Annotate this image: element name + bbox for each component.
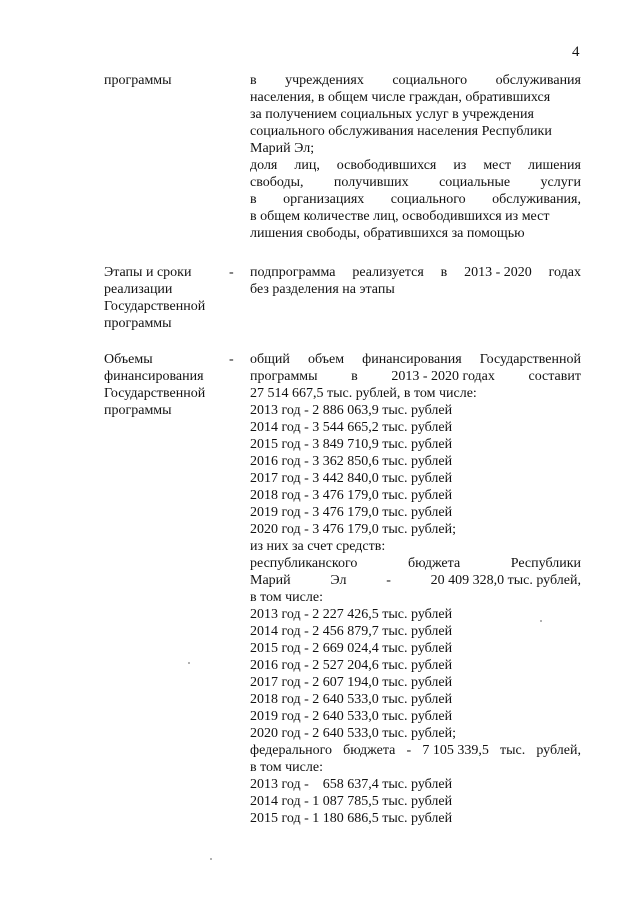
row-value-word: лишения: [528, 158, 581, 173]
row-value-line: 2013 год - 2 886 063,9 тыс. рублей: [250, 403, 453, 418]
row-label-line: финансирования: [104, 369, 204, 384]
row-value-line: [250, 742, 581, 759]
row-value-word: Эл: [330, 573, 347, 588]
row-value-line: [250, 174, 581, 191]
row-label-line: программы: [104, 403, 172, 418]
row-dash: -: [229, 265, 234, 280]
row-value-word: лиц,: [294, 158, 320, 173]
row-value-word: реализуется: [352, 265, 424, 280]
row-value-word: бюджета: [343, 743, 396, 758]
row-value-line: 2014 год - 1 087 785,5 тыс. рублей: [250, 794, 453, 809]
row-value-line: [250, 157, 581, 174]
row-value-line: 2018 год - 3 476 179,0 тыс. рублей: [250, 488, 453, 503]
row-value-word: получивших: [333, 175, 409, 190]
row-label-line: Объемы: [104, 352, 153, 367]
row-value-line: [250, 555, 581, 572]
row-label: [104, 72, 232, 89]
row-value-line: населения, в общем числе граждан, обратившихся: [250, 90, 551, 105]
row-label-line: Государственной: [104, 299, 206, 314]
row-value-word: годах: [548, 265, 581, 280]
row-value-word: социального: [392, 73, 468, 88]
row-value-line: 27 514 667,5 тыс. рублей, в том числе:: [250, 386, 477, 401]
row-label: [104, 264, 232, 332]
row-value-line: в общем количестве лиц, освободившихся из мест: [250, 209, 550, 224]
row-label: [104, 351, 232, 419]
row-value-line: лишения свободы, обратившихся за помощью: [250, 226, 525, 241]
row-value-line: 2013 год - 658 637,4 тыс. рублей: [250, 777, 453, 792]
row-value-word: обслуживания: [495, 73, 581, 88]
row-value-line: 2016 год - 3 362 850,6 тыс. рублей: [250, 454, 453, 469]
row-value-word: -: [406, 743, 412, 758]
row-value-word: услуги: [540, 175, 581, 190]
row-value-word: подпрограмма: [250, 265, 336, 280]
row-value-word: составит: [528, 369, 581, 384]
row-value-line: 2015 год - 2 669 024,4 тыс. рублей: [250, 641, 453, 656]
row-value-word: освободившихся: [336, 158, 437, 173]
row-value-word: в: [250, 73, 257, 88]
row-label-line: программы: [104, 73, 172, 88]
row-value-word: в: [440, 265, 448, 280]
row-value-word: 20 409 328,0 тыс. рублей,: [430, 573, 581, 588]
row-value-word: бюджета: [407, 556, 461, 571]
row-value-word: Республики: [510, 556, 581, 571]
row-value: [250, 351, 581, 827]
row-value-line: 2020 год - 3 476 179,0 тыс. рублей;: [250, 522, 457, 537]
row-value-word: федерального: [250, 743, 333, 758]
scan-speck: [188, 662, 190, 664]
row-value-word: 7 105 339,5: [422, 743, 489, 758]
row-value-word: организациях: [283, 192, 365, 207]
row-value-word: рублей,: [536, 743, 581, 758]
row-value-word: финансирования: [362, 352, 462, 367]
row-value-line: из них за счет средств:: [250, 539, 386, 554]
row-value-word: обслуживания,: [492, 192, 581, 207]
row-value-word: республиканского: [250, 556, 358, 571]
row-value-line: [250, 264, 581, 281]
row-value-line: 2016 год - 2 527 204,6 тыс. рублей: [250, 658, 453, 673]
row-value-line: 2020 год - 2 640 533,0 тыс. рублей;: [250, 726, 457, 741]
row-value-line: 2019 год - 3 476 179,0 тыс. рублей: [250, 505, 453, 520]
row-value-word: тыс.: [499, 743, 526, 758]
row-value-word: свободы,: [250, 175, 304, 190]
row-value-word: социальные: [439, 175, 511, 190]
row-value-line: 2015 год - 1 180 686,5 тыс. рублей: [250, 811, 453, 826]
row-value-word: 2013 - 2020 годах: [391, 369, 495, 384]
row-value-line: 2015 год - 3 849 710,9 тыс. рублей: [250, 437, 453, 452]
row-value-word: социального: [390, 192, 466, 207]
row-value-word: 2013 - 2020: [464, 265, 532, 280]
row-value-word: в: [351, 369, 358, 384]
row-value-line: [250, 572, 581, 589]
row-value-word: общий: [250, 352, 290, 367]
page-number: 4: [572, 44, 580, 60]
row-value-line: в том числе:: [250, 760, 323, 775]
scan-speck: [210, 858, 212, 860]
row-value: [250, 72, 581, 242]
row-dash: -: [229, 352, 234, 367]
row-value-line: 2019 год - 2 640 533,0 тыс. рублей: [250, 709, 453, 724]
row-label-line: реализации: [104, 282, 173, 297]
row-value-word: Марий: [250, 573, 291, 588]
row-value-line: за получением социальных услуг в учреждения: [250, 107, 534, 122]
row-value-line: [250, 351, 581, 368]
row-value-word: мест: [483, 158, 512, 173]
row-value-line: [250, 368, 581, 385]
row-value-line: 2014 год - 3 544 665,2 тыс. рублей: [250, 420, 453, 435]
row-value-line: [250, 191, 581, 208]
row-value-word: доля: [250, 158, 278, 173]
row-value-line: [250, 72, 581, 89]
row-value-word: учреждениях: [285, 73, 364, 88]
row-value-line: 2017 год - 2 607 194,0 тыс. рублей: [250, 675, 453, 690]
row-value-word: программы: [250, 369, 318, 384]
row-label-line: программы: [104, 316, 172, 331]
row-value-word: из: [453, 158, 467, 173]
row-value-line: социального обслуживания населения Республики: [250, 124, 552, 139]
row-label-line: Государственной: [104, 386, 206, 401]
row-value-word: в: [250, 192, 257, 207]
row-value-word: Государственной: [479, 352, 581, 367]
row-value-word: объем: [307, 352, 345, 367]
row-value-line: 2013 год - 2 227 426,5 тыс. рублей: [250, 607, 453, 622]
row-value-word: -: [386, 573, 391, 588]
row-value-line: 2014 год - 2 456 879,7 тыс. рублей: [250, 624, 453, 639]
row-value-line: 2017 год - 3 442 840,0 тыс. рублей: [250, 471, 453, 486]
row-value: [250, 264, 581, 298]
row-label-line: Этапы и сроки: [104, 265, 192, 280]
row-value-line: в том числе:: [250, 590, 323, 605]
row-value-line: без разделения на этапы: [250, 282, 395, 297]
row-value-line: Марий Эл;: [250, 141, 315, 156]
scan-speck: [540, 620, 542, 622]
row-value-line: 2018 год - 2 640 533,0 тыс. рублей: [250, 692, 453, 707]
